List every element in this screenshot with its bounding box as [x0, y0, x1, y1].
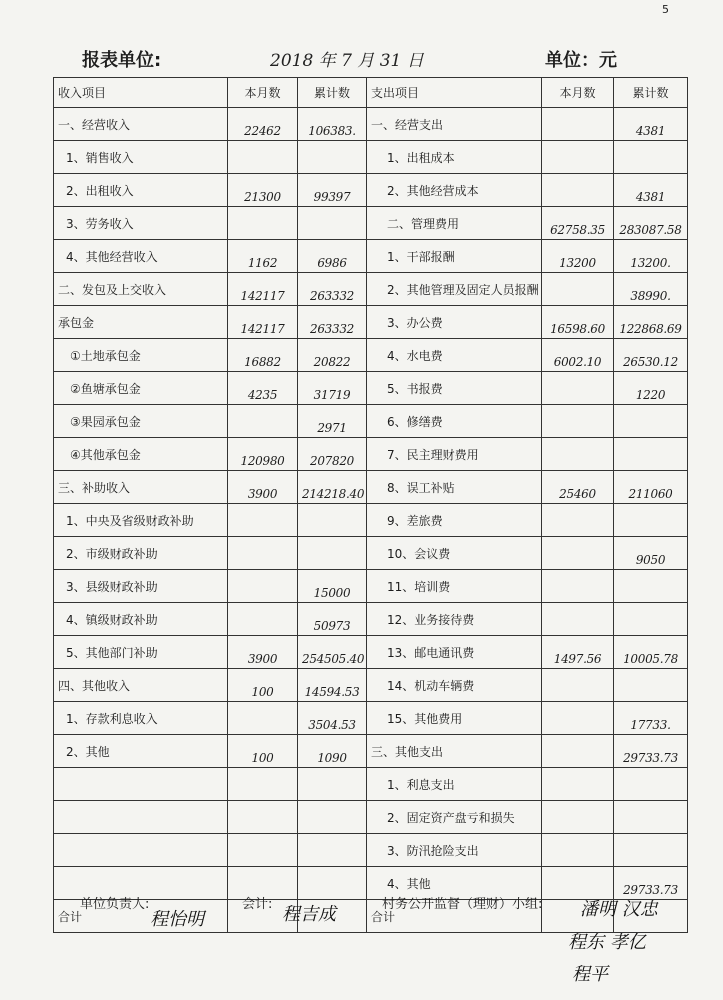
income-cumulative: 20822	[298, 339, 367, 372]
expense-item: 1、利息支出	[367, 768, 542, 801]
col-header-expense-cumulative: 累计数	[614, 78, 688, 108]
expense-item: 3、办公费	[367, 306, 542, 339]
expense-item: 2、其他经营成本	[367, 174, 542, 207]
income-item: 一、经营收入	[54, 108, 228, 141]
expense-month	[542, 108, 614, 141]
expense-cumulative	[614, 768, 688, 801]
expense-month: 16598.60	[542, 306, 614, 339]
income-month	[228, 603, 298, 636]
expense-month	[542, 570, 614, 603]
income-month	[228, 405, 298, 438]
expense-item: 2、其他管理及固定人员报酬	[367, 273, 542, 306]
income-item: 三、补助收入	[54, 471, 228, 504]
table-row	[54, 537, 688, 570]
expense-cumulative: 17733.	[614, 702, 688, 735]
supervision-group-label: 村务公开监督（理财）小组:	[382, 897, 543, 912]
expense-cumulative: 10005.78	[614, 636, 688, 669]
expense-cumulative: 4381	[614, 174, 688, 207]
expense-total-label: 合计	[367, 900, 542, 933]
income-item: 1、销售收入	[54, 141, 228, 174]
expense-cumulative	[614, 405, 688, 438]
expense-item: 二、管理费用	[367, 207, 542, 240]
table-header-row	[54, 78, 688, 108]
income-item: ①土地承包金	[54, 339, 228, 372]
expense-item: 8、误工补贴	[367, 471, 542, 504]
expense-month	[542, 768, 614, 801]
income-month	[228, 141, 298, 174]
expense-cumulative	[614, 141, 688, 174]
income-cumulative: 31719	[298, 372, 367, 405]
page-number: 5	[662, 3, 669, 16]
income-cumulative: 6986	[298, 240, 367, 273]
income-item: 承包金	[54, 306, 228, 339]
income-item	[54, 801, 228, 834]
expense-cumulative: 1220	[614, 372, 688, 405]
accountant-label: 会计:	[242, 897, 273, 912]
expense-month	[542, 141, 614, 174]
expense-month	[542, 735, 614, 768]
income-item: ④其他承包金	[54, 438, 228, 471]
income-month	[228, 504, 298, 537]
expense-item: 2、固定资产盘亏和损失	[367, 801, 542, 834]
expense-cumulative	[614, 669, 688, 702]
table-row	[54, 603, 688, 636]
expense-cumulative: 26530.12	[614, 339, 688, 372]
table-row	[54, 471, 688, 504]
income-cumulative: 106383.	[298, 108, 367, 141]
table-row	[54, 372, 688, 405]
table-row	[54, 174, 688, 207]
expense-month	[542, 603, 614, 636]
expense-cumulative: 283087.58	[614, 207, 688, 240]
expense-cumulative	[614, 834, 688, 867]
income-month	[228, 537, 298, 570]
income-item: 4、镇级财政补助	[54, 603, 228, 636]
expense-item: 10、会议费	[367, 537, 542, 570]
expense-item: 3、防汛抢险支出	[367, 834, 542, 867]
income-month	[228, 834, 298, 867]
income-item: 3、劳务收入	[54, 207, 228, 240]
income-item: 3、县级财政补助	[54, 570, 228, 603]
expense-item: 15、其他费用	[367, 702, 542, 735]
income-month: 1162	[228, 240, 298, 273]
income-month: 100	[228, 669, 298, 702]
income-item: 2、市级财政补助	[54, 537, 228, 570]
expense-month	[542, 372, 614, 405]
income-month: 3900	[228, 471, 298, 504]
expense-month	[542, 174, 614, 207]
income-item: 2、其他	[54, 735, 228, 768]
income-cumulative: 263332	[298, 306, 367, 339]
expense-item: 4、水电费	[367, 339, 542, 372]
expense-month: 6002.10	[542, 339, 614, 372]
table-row	[54, 339, 688, 372]
expense-cumulative: 29733.73	[614, 867, 688, 900]
income-item: 四、其他收入	[54, 669, 228, 702]
income-month: 21300	[228, 174, 298, 207]
income-total-label: 合计	[54, 900, 228, 933]
expense-cumulative: 211060	[614, 471, 688, 504]
income-month	[228, 207, 298, 240]
responsible-person-label: 单位负责人:	[80, 897, 150, 912]
income-item: 二、发包及上交收入	[54, 273, 228, 306]
supervision-signature-2: 程东 孝亿	[568, 932, 646, 953]
income-month: 22462	[228, 108, 298, 141]
income-item: 1、存款利息收入	[54, 702, 228, 735]
expense-cumulative: 38990.	[614, 273, 688, 306]
income-cumulative	[298, 141, 367, 174]
table-row	[54, 702, 688, 735]
table-row	[54, 108, 688, 141]
expense-cumulative	[614, 603, 688, 636]
income-cumulative: 207820	[298, 438, 367, 471]
expense-month: 62758.35	[542, 207, 614, 240]
table-row	[54, 240, 688, 273]
expense-cumulative: 13200.	[614, 240, 688, 273]
income-item: 5、其他部门补助	[54, 636, 228, 669]
supervision-signature-1: 潘明 汉忠	[580, 899, 658, 920]
expense-item: 14、机动车辆费	[367, 669, 542, 702]
table-row	[54, 570, 688, 603]
income-cumulative: 99397	[298, 174, 367, 207]
currency-unit-label: 单位：元	[545, 50, 617, 71]
income-cumulative: 50973	[298, 603, 367, 636]
income-cumulative	[298, 867, 367, 900]
income-cumulative: 1090	[298, 735, 367, 768]
income-month: 16882	[228, 339, 298, 372]
table-row	[54, 141, 688, 174]
income-month	[228, 702, 298, 735]
table-row	[54, 834, 688, 867]
income-cumulative: 254505.40	[298, 636, 367, 669]
income-cumulative	[298, 504, 367, 537]
expense-cumulative: 122868.69	[614, 306, 688, 339]
income-month: 3900	[228, 636, 298, 669]
expense-item: 1、出租成本	[367, 141, 542, 174]
income-month	[228, 801, 298, 834]
income-month	[228, 570, 298, 603]
table-row	[54, 273, 688, 306]
income-month: 142117	[228, 306, 298, 339]
income-expense-table	[53, 77, 688, 933]
income-cumulative: 14594.53	[298, 669, 367, 702]
income-cumulative: 15000	[298, 570, 367, 603]
income-month: 120980	[228, 438, 298, 471]
income-month: 100	[228, 735, 298, 768]
table-row	[54, 438, 688, 471]
expense-cumulative	[614, 570, 688, 603]
table-row	[54, 801, 688, 834]
income-item: ③果园承包金	[54, 405, 228, 438]
expense-cumulative	[614, 801, 688, 834]
income-month: 142117	[228, 273, 298, 306]
expense-month	[542, 834, 614, 867]
expense-item: 13、邮电通讯费	[367, 636, 542, 669]
income-cumulative	[298, 801, 367, 834]
income-cumulative	[298, 768, 367, 801]
expense-month	[542, 702, 614, 735]
expense-item: 5、书报费	[367, 372, 542, 405]
expense-item: 9、差旅费	[367, 504, 542, 537]
expense-month: 25460	[542, 471, 614, 504]
expense-month: 13200	[542, 240, 614, 273]
income-item: 4、其他经营收入	[54, 240, 228, 273]
col-header-expense-item: 支出项目	[367, 78, 542, 108]
income-month	[228, 768, 298, 801]
supervision-signature-3: 程平	[572, 964, 608, 985]
col-header-income-item: 收入项目	[54, 78, 228, 108]
income-item: ②鱼塘承包金	[54, 372, 228, 405]
col-header-income-cumulative: 累计数	[298, 78, 367, 108]
table-row	[54, 306, 688, 339]
expense-item: 三、其他支出	[367, 735, 542, 768]
col-header-expense-month: 本月数	[542, 78, 614, 108]
table-row	[54, 636, 688, 669]
table-row	[54, 504, 688, 537]
expense-item: 4、其他	[367, 867, 542, 900]
expense-month	[542, 801, 614, 834]
expense-month	[542, 405, 614, 438]
expense-item: 一、经营支出	[367, 108, 542, 141]
income-item: 1、中央及省级财政补助	[54, 504, 228, 537]
income-cumulative	[298, 834, 367, 867]
expense-item: 1、干部报酬	[367, 240, 542, 273]
income-cumulative	[298, 207, 367, 240]
expense-month	[542, 537, 614, 570]
table-row	[54, 768, 688, 801]
table-row	[54, 735, 688, 768]
report-date: 2018 年 7 月 31 日	[270, 51, 424, 71]
table-row	[54, 405, 688, 438]
table-row	[54, 669, 688, 702]
income-cumulative: 3504.53	[298, 702, 367, 735]
expense-month	[542, 273, 614, 306]
table-row	[54, 207, 688, 240]
income-item: 2、出租收入	[54, 174, 228, 207]
expense-cumulative: 4381	[614, 108, 688, 141]
income-cumulative: 263332	[298, 273, 367, 306]
expense-item: 7、民主理财费用	[367, 438, 542, 471]
expense-month	[542, 438, 614, 471]
expense-month: 1497.56	[542, 636, 614, 669]
income-cumulative	[298, 537, 367, 570]
responsible-signature: 程怡明	[150, 909, 204, 930]
income-item	[54, 768, 228, 801]
income-month: 4235	[228, 372, 298, 405]
expense-item: 6、修缮费	[367, 405, 542, 438]
expense-month	[542, 669, 614, 702]
expense-item: 12、业务接待费	[367, 603, 542, 636]
accountant-signature: 程吉成	[282, 904, 336, 925]
col-header-income-month: 本月数	[228, 78, 298, 108]
reporting-unit-label: 报表单位:	[82, 50, 162, 71]
income-item	[54, 834, 228, 867]
expense-cumulative: 9050	[614, 537, 688, 570]
expense-item: 11、培训费	[367, 570, 542, 603]
income-cumulative: 214218.40	[298, 471, 367, 504]
income-cumulative: 2971	[298, 405, 367, 438]
expense-cumulative: 29733.73	[614, 735, 688, 768]
expense-month	[542, 504, 614, 537]
expense-cumulative	[614, 504, 688, 537]
expense-cumulative	[614, 438, 688, 471]
